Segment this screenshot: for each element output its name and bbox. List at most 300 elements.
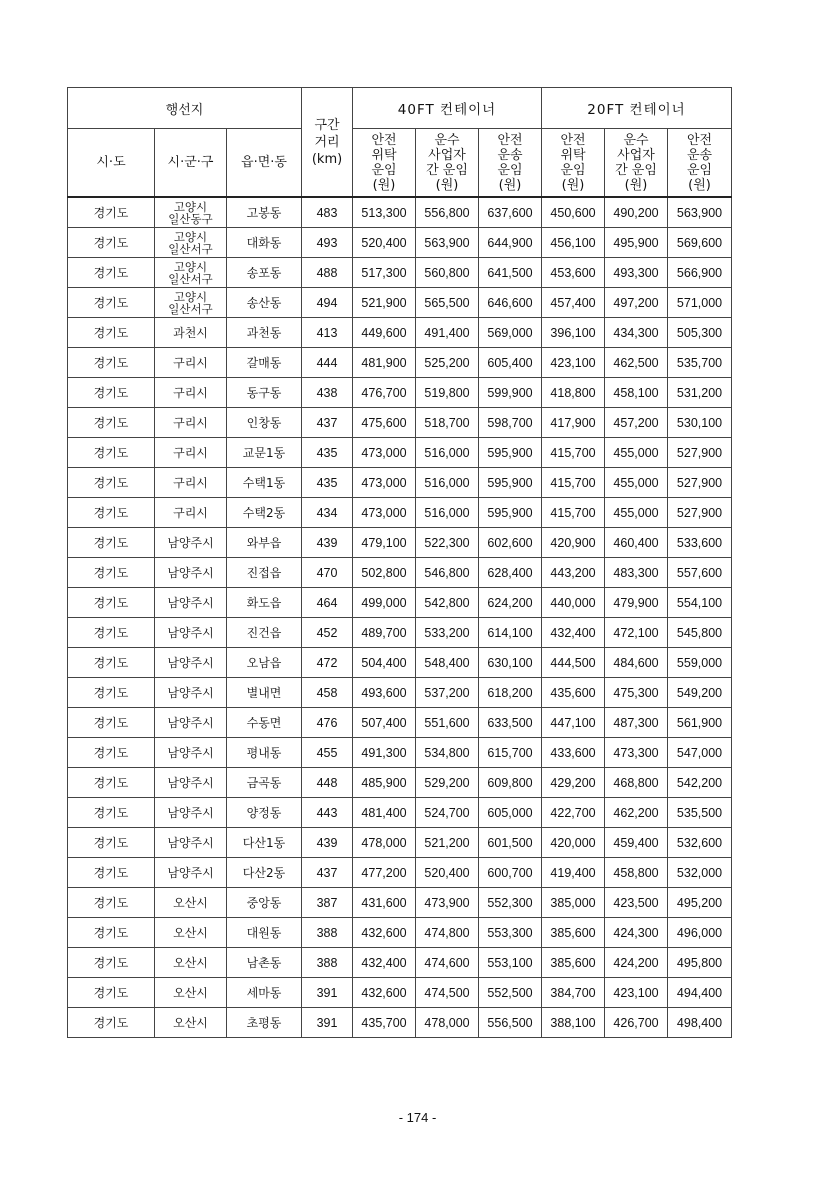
dong-cell: 과천동	[227, 318, 302, 348]
rate-20ft-safety-transport-cell: 530,100	[668, 408, 732, 438]
rate-40ft-transport-business-cell: 474,600	[416, 948, 479, 978]
dong-cell: 수동면	[227, 708, 302, 738]
distance-km-cell: 435	[302, 468, 353, 498]
rate-40ft-safety-entrust-cell: 513,300	[353, 197, 416, 228]
rate-40ft-safety-transport-cell: 624,200	[479, 588, 542, 618]
sido-header: 시·도	[68, 129, 155, 198]
distance-header: 구간 거리 (km)	[302, 88, 353, 198]
rate-20ft-safety-transport-cell: 547,000	[668, 738, 732, 768]
distance-km-cell: 439	[302, 528, 353, 558]
distance-km-cell: 452	[302, 618, 353, 648]
rate-40ft-safety-entrust-cell: 473,000	[353, 498, 416, 528]
sido-cell: 경기도	[68, 528, 155, 558]
rate-20ft-transport-business-cell: 462,200	[605, 798, 668, 828]
rate-20ft-safety-entrust-cell: 420,000	[542, 828, 605, 858]
rate-20ft-transport-business-cell: 457,200	[605, 408, 668, 438]
sigungu-cell	[155, 528, 227, 558]
rate-40ft-safety-transport-cell: 644,900	[479, 228, 542, 258]
dong-cell: 다산2동	[227, 858, 302, 888]
dong-cell: 다산1동	[227, 828, 302, 858]
rate-20ft-safety-transport-cell: 527,900	[668, 468, 732, 498]
distance-km-cell: 470	[302, 558, 353, 588]
rate-40ft-transport-business-cell: 516,000	[416, 498, 479, 528]
rate-40ft-safety-entrust-cell: 476,700	[353, 378, 416, 408]
dong-cell: 수택1동	[227, 468, 302, 498]
sigungu-cell	[155, 978, 227, 1008]
rate-20ft-transport-business-cell: 495,900	[605, 228, 668, 258]
rate-40ft-transport-business-cell: 525,200	[416, 348, 479, 378]
dong-cell: 진건읍	[227, 618, 302, 648]
rate-20ft-safety-entrust-cell: 384,700	[542, 978, 605, 1008]
rate-40ft-transport-business-cell: 565,500	[416, 288, 479, 318]
rate-20ft-transport-business-cell: 455,000	[605, 438, 668, 468]
rate-40ft-safety-transport-cell: 633,500	[479, 708, 542, 738]
rate-20ft-transport-business-cell: 424,300	[605, 918, 668, 948]
dong-cell: 초평동	[227, 1008, 302, 1038]
rate-40ft-safety-transport-cell: 641,500	[479, 258, 542, 288]
dong-cell: 중앙동	[227, 888, 302, 918]
sigungu-cell	[155, 948, 227, 978]
sigungu-cell	[155, 618, 227, 648]
table-body	[68, 197, 732, 1038]
table-row	[68, 438, 732, 468]
col-20ft-safety-entrust: 안전 위탁 운임 (원)	[542, 129, 605, 198]
sido-cell: 경기도	[68, 288, 155, 318]
rate-40ft-safety-transport-cell: 599,900	[479, 378, 542, 408]
sigungu-line: 남양주시	[167, 776, 214, 790]
sigungu-cell	[155, 648, 227, 678]
distance-km-cell: 388	[302, 918, 353, 948]
rate-40ft-safety-transport-cell: 618,200	[479, 678, 542, 708]
rate-40ft-transport-business-cell: 520,400	[416, 858, 479, 888]
sigungu-line: 오산시	[173, 896, 208, 910]
rate-20ft-transport-business-cell: 468,800	[605, 768, 668, 798]
rate-20ft-transport-business-cell: 458,100	[605, 378, 668, 408]
rate-20ft-transport-business-cell: 493,300	[605, 258, 668, 288]
eupmyeondong-header: 읍·면·동	[227, 129, 302, 198]
rate-40ft-safety-transport-cell: 553,300	[479, 918, 542, 948]
group-40ft-header: 40FT 컨테이너	[353, 88, 542, 129]
sigungu-line: 남양주시	[167, 626, 214, 640]
rate-40ft-safety-transport-cell: 630,100	[479, 648, 542, 678]
rate-40ft-safety-transport-cell: 556,500	[479, 1008, 542, 1038]
distance-km-cell: 387	[302, 888, 353, 918]
rate-20ft-transport-business-cell: 455,000	[605, 468, 668, 498]
rate-20ft-safety-entrust-cell: 420,900	[542, 528, 605, 558]
sigungu-cell	[155, 678, 227, 708]
sido-cell: 경기도	[68, 828, 155, 858]
table-row	[68, 828, 732, 858]
sido-cell: 경기도	[68, 678, 155, 708]
table-row	[68, 888, 732, 918]
col-20ft-transport-business: 운수 사업자 간 운임 (원)	[605, 129, 668, 198]
distance-km-cell: 437	[302, 858, 353, 888]
rate-20ft-safety-entrust-cell: 457,400	[542, 288, 605, 318]
rate-40ft-safety-transport-cell: 637,600	[479, 197, 542, 228]
rate-40ft-transport-business-cell: 529,200	[416, 768, 479, 798]
table-row	[68, 348, 732, 378]
sigungu-line: 일산서구	[168, 301, 213, 316]
rate-40ft-safety-transport-cell: 628,400	[479, 558, 542, 588]
rate-20ft-transport-business-cell: 462,500	[605, 348, 668, 378]
sigungu-line: 일산서구	[168, 241, 213, 256]
rate-20ft-safety-entrust-cell: 385,600	[542, 918, 605, 948]
distance-km-cell: 488	[302, 258, 353, 288]
rate-40ft-safety-transport-cell: 646,600	[479, 288, 542, 318]
sigungu-cell	[155, 1008, 227, 1038]
rate-40ft-transport-business-cell: 551,600	[416, 708, 479, 738]
rate-40ft-safety-entrust-cell: 504,400	[353, 648, 416, 678]
rate-20ft-transport-business-cell: 434,300	[605, 318, 668, 348]
sigungu-line: 남양주시	[167, 746, 214, 760]
rate-40ft-transport-business-cell: 518,700	[416, 408, 479, 438]
distance-km-cell: 444	[302, 348, 353, 378]
table-row	[68, 318, 732, 348]
rate-20ft-safety-entrust-cell: 417,900	[542, 408, 605, 438]
sigungu-cell	[155, 468, 227, 498]
sigungu-line: 남양주시	[167, 596, 214, 610]
rate-20ft-transport-business-cell: 424,200	[605, 948, 668, 978]
rate-40ft-safety-transport-cell: 605,000	[479, 798, 542, 828]
distance-km-cell: 455	[302, 738, 353, 768]
rate-40ft-transport-business-cell: 542,800	[416, 588, 479, 618]
rate-40ft-safety-entrust-cell: 481,400	[353, 798, 416, 828]
rate-20ft-safety-transport-cell: 495,800	[668, 948, 732, 978]
rate-20ft-safety-transport-cell: 561,900	[668, 708, 732, 738]
sigungu-cell	[155, 228, 227, 258]
sigungu-line: 고양시	[173, 199, 208, 214]
sido-cell: 경기도	[68, 348, 155, 378]
sigungu-cell	[155, 858, 227, 888]
dong-cell: 송산동	[227, 288, 302, 318]
rate-40ft-transport-business-cell: 473,900	[416, 888, 479, 918]
rate-20ft-safety-entrust-cell: 415,700	[542, 498, 605, 528]
sigungu-cell	[155, 498, 227, 528]
distance-km-cell: 483	[302, 197, 353, 228]
rate-20ft-safety-transport-cell: 557,600	[668, 558, 732, 588]
sigungu-line: 남양주시	[167, 806, 214, 820]
rate-20ft-safety-entrust-cell: 422,700	[542, 798, 605, 828]
table-row	[68, 738, 732, 768]
rate-20ft-safety-entrust-cell: 388,100	[542, 1008, 605, 1038]
rate-40ft-safety-entrust-cell: 478,000	[353, 828, 416, 858]
rate-20ft-safety-entrust-cell: 453,600	[542, 258, 605, 288]
sigungu-cell	[155, 798, 227, 828]
table-row	[68, 528, 732, 558]
sigungu-line: 남양주시	[167, 566, 214, 580]
sigungu-line: 남양주시	[167, 836, 214, 850]
rate-40ft-transport-business-cell: 516,000	[416, 468, 479, 498]
rate-40ft-safety-transport-cell: 605,400	[479, 348, 542, 378]
rate-40ft-transport-business-cell: 548,400	[416, 648, 479, 678]
dong-cell: 금곡동	[227, 768, 302, 798]
rate-40ft-transport-business-cell: 478,000	[416, 1008, 479, 1038]
sigungu-cell	[155, 318, 227, 348]
dong-cell: 갈매동	[227, 348, 302, 378]
rate-20ft-transport-business-cell: 497,200	[605, 288, 668, 318]
rate-20ft-safety-transport-cell: 498,400	[668, 1008, 732, 1038]
sigungu-cell	[155, 258, 227, 288]
rate-20ft-transport-business-cell: 423,100	[605, 978, 668, 1008]
rate-20ft-safety-transport-cell: 527,900	[668, 438, 732, 468]
sigungu-line: 구리시	[173, 356, 208, 370]
sido-cell: 경기도	[68, 888, 155, 918]
rate-20ft-safety-entrust-cell: 396,100	[542, 318, 605, 348]
sigungu-cell	[155, 738, 227, 768]
sido-cell: 경기도	[68, 197, 155, 228]
rate-40ft-transport-business-cell: 516,000	[416, 438, 479, 468]
rate-20ft-safety-entrust-cell: 456,100	[542, 228, 605, 258]
rate-40ft-safety-transport-cell: 602,600	[479, 528, 542, 558]
rate-40ft-safety-transport-cell: 595,900	[479, 498, 542, 528]
distance-km-cell: 448	[302, 768, 353, 798]
rate-20ft-safety-entrust-cell: 433,600	[542, 738, 605, 768]
dong-cell: 고봉동	[227, 197, 302, 228]
rate-20ft-safety-entrust-cell: 443,200	[542, 558, 605, 588]
table-row	[68, 858, 732, 888]
rate-20ft-safety-entrust-cell: 435,600	[542, 678, 605, 708]
dong-cell: 화도읍	[227, 588, 302, 618]
sido-cell: 경기도	[68, 948, 155, 978]
distance-km-cell: 464	[302, 588, 353, 618]
sigungu-cell	[155, 888, 227, 918]
rate-40ft-transport-business-cell: 474,500	[416, 978, 479, 1008]
distance-km-cell: 391	[302, 978, 353, 1008]
rate-20ft-safety-transport-cell: 535,700	[668, 348, 732, 378]
rate-20ft-safety-entrust-cell: 423,100	[542, 348, 605, 378]
rate-20ft-safety-transport-cell: 545,800	[668, 618, 732, 648]
dong-cell: 대원동	[227, 918, 302, 948]
rate-40ft-safety-entrust-cell: 481,900	[353, 348, 416, 378]
rate-20ft-safety-transport-cell: 559,000	[668, 648, 732, 678]
rate-40ft-safety-transport-cell: 600,700	[479, 858, 542, 888]
dong-cell: 남촌동	[227, 948, 302, 978]
rate-20ft-safety-entrust-cell: 418,800	[542, 378, 605, 408]
dong-cell: 수택2동	[227, 498, 302, 528]
distance-km-cell: 391	[302, 1008, 353, 1038]
rate-20ft-safety-transport-cell: 531,200	[668, 378, 732, 408]
sigungu-cell	[155, 828, 227, 858]
distance-km-cell: 413	[302, 318, 353, 348]
sigungu-cell	[155, 918, 227, 948]
dong-cell: 대화동	[227, 228, 302, 258]
rate-20ft-safety-entrust-cell: 385,600	[542, 948, 605, 978]
table-header	[68, 88, 732, 198]
rate-20ft-safety-entrust-cell: 432,400	[542, 618, 605, 648]
rate-40ft-safety-transport-cell: 614,100	[479, 618, 542, 648]
col-40ft-safety-entrust: 안전 위탁 운임 (원)	[353, 129, 416, 198]
sido-cell: 경기도	[68, 258, 155, 288]
distance-km-cell: 476	[302, 708, 353, 738]
sido-cell: 경기도	[68, 438, 155, 468]
distance-km-cell: 472	[302, 648, 353, 678]
rate-40ft-transport-business-cell: 533,200	[416, 618, 479, 648]
sido-cell: 경기도	[68, 768, 155, 798]
dong-cell: 와부읍	[227, 528, 302, 558]
destination-header: 행선지	[68, 88, 302, 129]
table-row	[68, 978, 732, 1008]
distance-km-cell: 439	[302, 828, 353, 858]
table-row	[68, 948, 732, 978]
rate-40ft-safety-entrust-cell: 520,400	[353, 228, 416, 258]
distance-km-cell: 437	[302, 408, 353, 438]
rate-20ft-safety-transport-cell: 549,200	[668, 678, 732, 708]
sido-cell: 경기도	[68, 798, 155, 828]
table-row	[68, 678, 732, 708]
dong-cell: 세마동	[227, 978, 302, 1008]
table-row	[68, 618, 732, 648]
sigungu-line: 일산동구	[168, 211, 213, 226]
rate-40ft-safety-entrust-cell: 491,300	[353, 738, 416, 768]
table-row	[68, 378, 732, 408]
sido-cell: 경기도	[68, 498, 155, 528]
rate-20ft-transport-business-cell: 487,300	[605, 708, 668, 738]
rate-40ft-safety-entrust-cell: 507,400	[353, 708, 416, 738]
sido-cell: 경기도	[68, 588, 155, 618]
rate-40ft-safety-entrust-cell: 432,600	[353, 978, 416, 1008]
sigungu-line: 고양시	[173, 259, 208, 274]
rate-20ft-safety-transport-cell: 532,000	[668, 858, 732, 888]
sigungu-line: 구리시	[173, 416, 208, 430]
rate-40ft-safety-entrust-cell: 493,600	[353, 678, 416, 708]
sigungu-line: 구리시	[173, 386, 208, 400]
table-row	[68, 288, 732, 318]
rate-40ft-safety-entrust-cell: 449,600	[353, 318, 416, 348]
distance-km-cell: 458	[302, 678, 353, 708]
sigungu-cell	[155, 197, 227, 228]
sigungu-line: 구리시	[173, 446, 208, 460]
distance-km-cell: 388	[302, 948, 353, 978]
rate-20ft-transport-business-cell: 490,200	[605, 197, 668, 228]
sido-cell: 경기도	[68, 408, 155, 438]
rate-40ft-safety-transport-cell: 601,500	[479, 828, 542, 858]
sigungu-cell	[155, 708, 227, 738]
table-row	[68, 648, 732, 678]
sigungu-line: 오산시	[173, 956, 208, 970]
sigungu-cell	[155, 348, 227, 378]
dong-cell: 평내동	[227, 738, 302, 768]
sido-cell: 경기도	[68, 1008, 155, 1038]
distance-km-cell: 435	[302, 438, 353, 468]
dong-cell: 양정동	[227, 798, 302, 828]
rate-20ft-safety-transport-cell: 542,200	[668, 768, 732, 798]
rate-20ft-transport-business-cell: 423,500	[605, 888, 668, 918]
rate-40ft-transport-business-cell: 474,800	[416, 918, 479, 948]
rate-40ft-safety-entrust-cell: 521,900	[353, 288, 416, 318]
table-row	[68, 588, 732, 618]
sigungu-cell	[155, 378, 227, 408]
sigungu-line: 남양주시	[167, 536, 214, 550]
distance-km-cell: 434	[302, 498, 353, 528]
rate-40ft-transport-business-cell: 521,200	[416, 828, 479, 858]
sigungu-header: 시·군·구	[155, 129, 227, 198]
rate-20ft-safety-transport-cell: 494,400	[668, 978, 732, 1008]
rate-40ft-safety-entrust-cell: 432,400	[353, 948, 416, 978]
rate-20ft-transport-business-cell: 426,700	[605, 1008, 668, 1038]
rate-40ft-safety-entrust-cell: 502,800	[353, 558, 416, 588]
sigungu-line: 구리시	[173, 476, 208, 490]
freight-rate-table	[67, 87, 732, 1038]
rate-20ft-safety-entrust-cell: 450,600	[542, 197, 605, 228]
distance-km-cell: 493	[302, 228, 353, 258]
rate-20ft-safety-transport-cell: 566,900	[668, 258, 732, 288]
sigungu-line: 남양주시	[167, 656, 214, 670]
sigungu-line: 오산시	[173, 1016, 208, 1030]
sido-cell: 경기도	[68, 558, 155, 588]
dong-cell: 별내면	[227, 678, 302, 708]
col-40ft-transport-business: 운수 사업자 간 운임 (원)	[416, 129, 479, 198]
table-row	[68, 197, 732, 228]
sigungu-cell	[155, 438, 227, 468]
sigungu-line: 구리시	[173, 506, 208, 520]
rate-40ft-transport-business-cell: 537,200	[416, 678, 479, 708]
rate-20ft-safety-transport-cell: 571,000	[668, 288, 732, 318]
table-row	[68, 708, 732, 738]
dong-cell: 진접읍	[227, 558, 302, 588]
rate-20ft-transport-business-cell: 472,100	[605, 618, 668, 648]
dong-cell: 교문1동	[227, 438, 302, 468]
rate-20ft-transport-business-cell: 458,800	[605, 858, 668, 888]
table-row	[68, 1008, 732, 1038]
sigungu-line: 과천시	[173, 326, 208, 340]
table-row	[68, 258, 732, 288]
rate-40ft-transport-business-cell: 491,400	[416, 318, 479, 348]
rate-20ft-safety-entrust-cell: 385,000	[542, 888, 605, 918]
sido-cell: 경기도	[68, 708, 155, 738]
sido-cell: 경기도	[68, 858, 155, 888]
rate-20ft-safety-entrust-cell: 419,400	[542, 858, 605, 888]
rate-40ft-safety-entrust-cell: 479,100	[353, 528, 416, 558]
rate-40ft-safety-transport-cell: 598,700	[479, 408, 542, 438]
rate-20ft-safety-transport-cell: 554,100	[668, 588, 732, 618]
sigungu-cell	[155, 408, 227, 438]
sido-cell: 경기도	[68, 618, 155, 648]
rate-40ft-transport-business-cell: 546,800	[416, 558, 479, 588]
rate-20ft-safety-entrust-cell: 440,000	[542, 588, 605, 618]
page-number: - 174 -	[398, 1110, 437, 1125]
rate-20ft-safety-transport-cell: 535,500	[668, 798, 732, 828]
distance-km-cell: 443	[302, 798, 353, 828]
dong-cell: 송포동	[227, 258, 302, 288]
sigungu-line: 남양주시	[167, 686, 214, 700]
distance-km-cell: 494	[302, 288, 353, 318]
rate-40ft-safety-transport-cell: 553,100	[479, 948, 542, 978]
sigungu-cell	[155, 588, 227, 618]
rate-40ft-safety-entrust-cell: 477,200	[353, 858, 416, 888]
rate-20ft-safety-transport-cell: 533,600	[668, 528, 732, 558]
rate-20ft-transport-business-cell: 475,300	[605, 678, 668, 708]
rate-40ft-transport-business-cell: 522,300	[416, 528, 479, 558]
col-40ft-safety-transport: 안전 운송 운임 (원)	[479, 129, 542, 198]
rate-20ft-transport-business-cell: 483,300	[605, 558, 668, 588]
group-20ft-header: 20FT 컨테이너	[542, 88, 732, 129]
rate-20ft-transport-business-cell: 459,400	[605, 828, 668, 858]
table-row	[68, 768, 732, 798]
rate-20ft-transport-business-cell: 479,900	[605, 588, 668, 618]
rate-40ft-safety-transport-cell: 552,300	[479, 888, 542, 918]
rate-40ft-safety-entrust-cell: 431,600	[353, 888, 416, 918]
table-row	[68, 408, 732, 438]
rate-20ft-transport-business-cell: 455,000	[605, 498, 668, 528]
rate-40ft-safety-entrust-cell: 473,000	[353, 468, 416, 498]
distance-km-cell: 438	[302, 378, 353, 408]
rate-20ft-safety-entrust-cell: 444,500	[542, 648, 605, 678]
rate-40ft-transport-business-cell: 560,800	[416, 258, 479, 288]
rate-20ft-safety-entrust-cell: 415,700	[542, 468, 605, 498]
sido-cell: 경기도	[68, 918, 155, 948]
sido-cell: 경기도	[68, 378, 155, 408]
sido-cell: 경기도	[68, 228, 155, 258]
